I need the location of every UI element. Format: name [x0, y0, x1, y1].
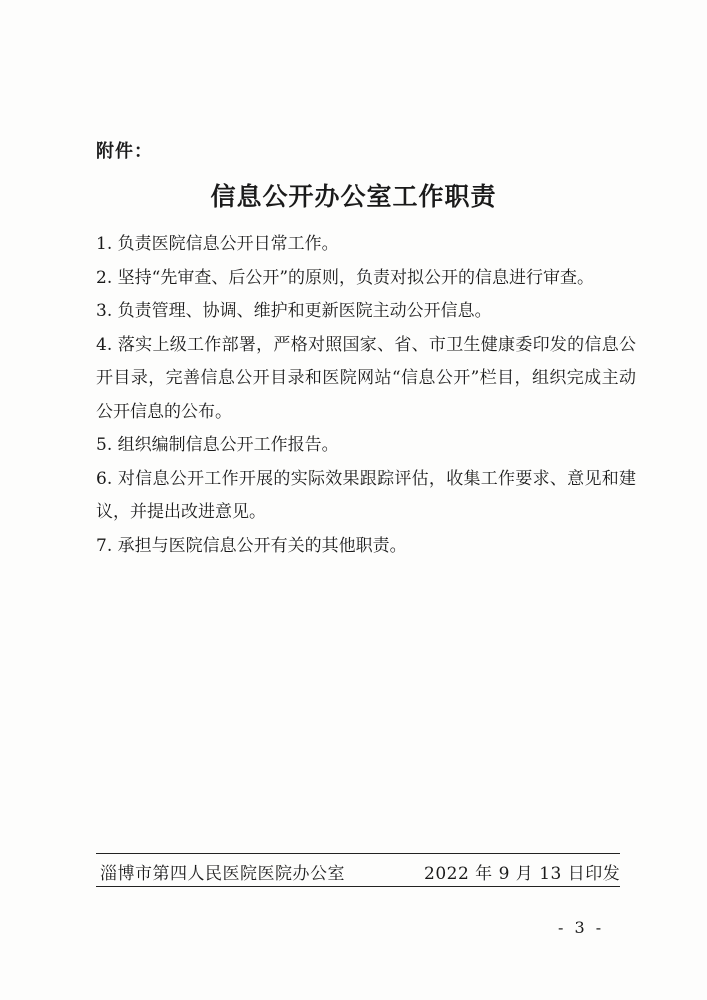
duty-item-5: 5. 组织编制信息公开工作报告。 [96, 435, 339, 455]
page-number: - 3 - [558, 918, 605, 937]
duty-item-1: 1. 负责医院信息公开日常工作。 [96, 234, 339, 254]
duty-item-7: 7. 承担与医院信息公开有关的其他职责。 [96, 535, 407, 556]
duty-item-2: 2. 坚持“先审查、后公开”的原则，负责对拟公开的信息进行审查。 [96, 267, 595, 288]
duty-item-4: 4. 落实上级工作部署，严格对照国家、省、市卫生健康委印发的信息公开目录，完善信息公开目录和医院网站“信息公开”栏目，组织完成主动公开信息的公布。 [96, 334, 636, 422]
attachment-label: 附件： [96, 141, 153, 162]
document-title: 信息公开办公室工作职责 [210, 182, 497, 211]
duty-item-3: 3. 负责管理、协调、维护和更新医院主动公开信息。 [96, 301, 492, 321]
duty-item-6: 6. 对信息公开工作开展的实际效果跟踪评估，收集工作要求、意见和建议，并提出改进意见。 [96, 468, 636, 522]
footer-top-rule [96, 853, 620, 854]
duty-list [96, 228, 636, 563]
issue-date: 2022 年 9 月 13 日印发 [424, 864, 621, 884]
issuing-organization: 淄博市第四人民医院医院办公室 [100, 864, 345, 884]
footer-bottom-rule [96, 886, 620, 887]
